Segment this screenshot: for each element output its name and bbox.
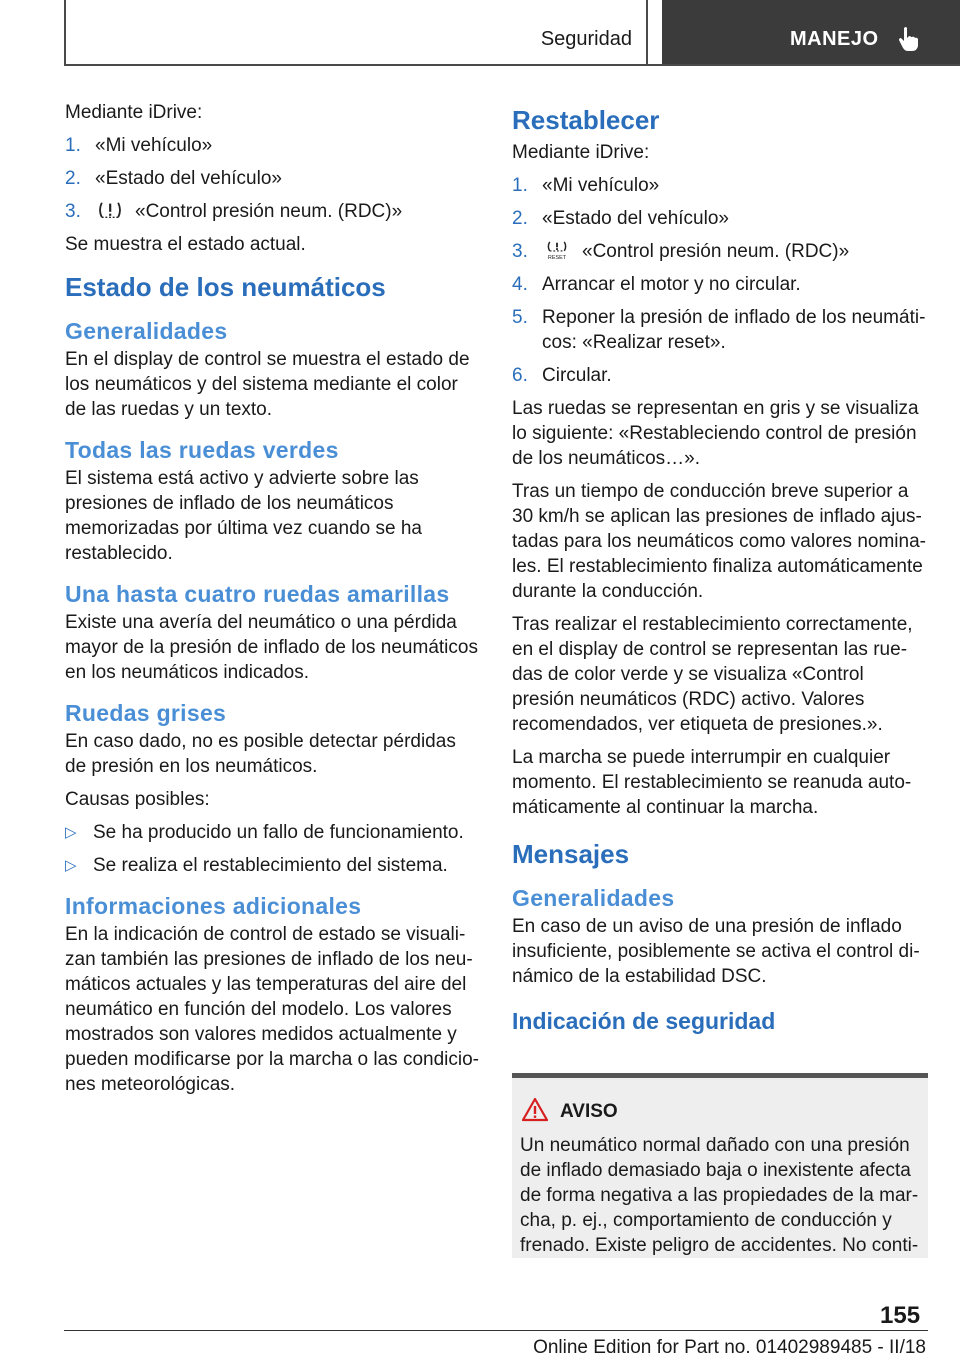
header-section-tab [64,0,648,64]
footer-rule [64,1330,928,1331]
status-note: Se muestra el estado actual. [65,234,306,255]
paragraph-reset-3: Tras realizar el restablecimiento correctamente, en el display de control se representan las ruedas de color verde y se visualiza «Control presión neumáticos (RDC) activo. Valores recomendados, ver etiqueta de presiones.». [512,614,913,735]
list-item: 2. «Estado del vehículo» [512,208,729,229]
left-column [65,100,479,1105]
list-item: 3. «Control presión neum. (RDC)» [65,201,403,222]
intro-text: Mediante iDrive: [512,142,650,163]
list-item: 1. «Mi vehículo» [65,135,213,156]
hand-pointer-icon [898,26,920,52]
heading-amarillas: Una hasta cuatro ruedas amarillas [65,581,450,607]
warning-text: Un neumático normal dañado con una presión de inflado demasiado baja o inexistente afecta de forma negativa a las propiedades de la marcha, p. ej., comportamiento de conducción y frenado. Existe peligro de accidentes. No conti- [520,1135,919,1256]
warning-top-bar [512,1073,928,1078]
reset-icon-label: RESET [547,255,567,260]
paragraph-grises: En caso dado, no es posible detectar pérdidas de presión en los neumáticos. [65,731,456,777]
heading-generalidades: Generalidades [65,318,228,344]
triangle-bullet-icon: ▷ [65,857,77,874]
heading-indicacion-seguridad: Indicación de seguridad [512,1008,776,1034]
list-item: 3. RESET «Control presión neum. (RDC)» [512,241,850,262]
list-item: 5. Reponer la presión de inflado de los neumáticos: «Realizar reset». [512,307,926,353]
idrive-steps-list [65,133,479,224]
paragraph-reset-1: Las ruedas se representan en gris y se visualiza lo siguiente: «Restableciendo control de presión de los neumáticos…». [512,398,919,469]
paragraph-info: En la indicación de control de estado se visualizan también las presiones de inflado de los neumáticos actuales y las temperaturas del aire del neumático en función del modelo. Los valores mostrados son valores medidos actualmente y pueden modificarse por la marcha o las condiciones meteorológicas. [65,924,479,1095]
section-title: Seguridad [540,28,632,50]
page-number: 155 [880,1302,921,1329]
intro-text: Mediante iDrive: [65,102,203,123]
causes-list [65,820,479,878]
tire-reset-icon [542,240,572,260]
heading-info: Informaciones adicionales [65,893,362,919]
right-column [512,100,928,1045]
list-item: 6. Circular. [512,365,612,386]
heading-estado: Estado de los neumáticos [65,272,386,302]
chapter-title: MANEJO [790,28,879,50]
heading-verdes: Todas las ruedas verdes [65,437,339,463]
paragraph-reset-4: La marcha se puede interrumpir en cualquier momento. El restablecimiento se reanuda automáticamente al continuar la marcha. [512,747,912,818]
header-rule [64,64,960,66]
heading-mensajes: Mensajes [512,839,630,869]
paragraph-reset-2: Tras un tiempo de conducción breve superior a 30 km/h se aplican las presiones de inflado ajustadas para los neumáticos como valores nominales. El restablecimiento finaliza automáticamente durante la conducción. [512,481,926,602]
heading-restablecer: Restablecer [512,105,660,135]
list-item: ▷ Se ha producido un fallo de funcionamiento. [65,822,464,843]
paragraph-generalidades: En el display de control se muestra el estado de los neumáticos y del sistema mediante el color de las ruedas y un texto. [65,349,470,420]
warning-triangle-icon [522,1097,548,1123]
edition-note: Online Edition for Part no. 01402989485 - II/18 [533,1337,926,1358]
triangle-bullet-icon: ▷ [65,824,77,841]
warning-box [512,1073,928,1258]
heading-grises: Ruedas grises [65,700,227,726]
header-chapter-tab [662,0,960,64]
list-item: 4. Arrancar el motor y no circular. [512,274,801,295]
list-item: ▷ Se realiza el restablecimiento del sistema. [65,855,448,876]
paragraph-verdes: El sistema está activo y advierte sobre las presiones de inflado de los neumáticos memorizadas por última vez cuando se ha restablecido. [65,468,422,564]
warning-title: AVISO [560,1101,618,1122]
causes-label: Causas posibles: [65,789,210,810]
tire-warning-icon [95,200,125,220]
paragraph-amarillas: Existe una avería del neumático o una pérdida mayor de la presión de inflado de los neumáticos en los neumáticos indicados. [65,612,478,683]
reset-steps-list [512,173,928,388]
heading-generalidades-mensajes: Generalidades [512,885,675,911]
paragraph-generalidades-mensajes: En caso de un aviso de una presión de inflado insuficiente, posiblemente se activa el control dinámico de la estabilidad DSC. [512,916,920,987]
list-item: 1. «Mi vehículo» [512,175,660,196]
list-item: 2. «Estado del vehículo» [65,168,282,189]
